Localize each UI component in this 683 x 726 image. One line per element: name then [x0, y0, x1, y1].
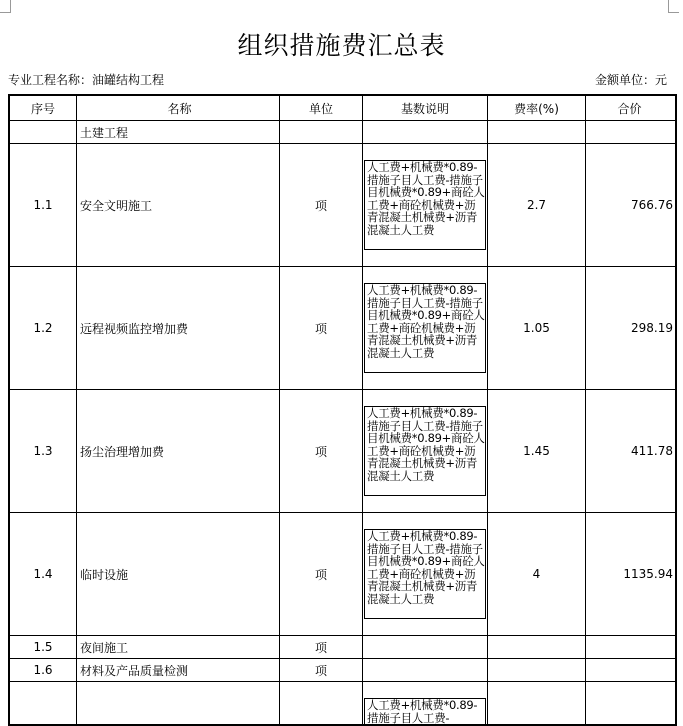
cell-unit: 项	[280, 144, 363, 267]
cell-number: 1.2	[9, 267, 77, 390]
cell-total	[586, 659, 677, 682]
cell-rate	[488, 636, 586, 659]
cell-rate: 1.45	[488, 390, 586, 513]
table-row	[9, 390, 676, 513]
cell-rate: 2.7	[488, 144, 586, 267]
cell-rate	[488, 682, 586, 726]
table-row	[9, 513, 676, 636]
table-header-row	[9, 95, 676, 121]
cell-unit: 项	[280, 390, 363, 513]
cell-basis	[363, 659, 488, 682]
cell-total	[586, 636, 677, 659]
cell-name: 扬尘治理增加费	[77, 390, 280, 513]
table-row	[9, 144, 676, 267]
cell-rate: 1.05	[488, 267, 586, 390]
basis-text: 人工费+机械费*0.89-措施子目人工费-措施子目机械费*0.89+商砼人工费+商砼机械费+沥青混凝土机械费+沥青混凝土人工费	[364, 406, 486, 496]
cell-name: 远程视频监控增加费	[77, 267, 280, 390]
col-header-name: 名称	[77, 95, 280, 121]
cell-total: 766.76	[586, 144, 677, 267]
cell-number: 1.4	[9, 513, 77, 636]
cell-basis	[363, 682, 488, 726]
cell-basis	[363, 121, 488, 144]
col-header-rate: 费率(%)	[488, 95, 586, 121]
cell-total: 298.19	[586, 267, 677, 390]
cell-basis	[363, 513, 488, 636]
cell-name: 材料及产品质量检测	[77, 659, 280, 682]
cell-name	[77, 682, 280, 726]
table-row	[9, 682, 676, 726]
cell-unit: 项	[280, 659, 363, 682]
basis-text: 人工费+机械费*0.89-措施子目人工费-措施子目机械费*0.89+商砼人工费+商砼机械费+沥青混凝土机械费+沥青混凝土人工费	[364, 283, 486, 373]
col-header-basis: 基数说明	[363, 95, 488, 121]
page-title: 组织措施费汇总表	[237, 31, 446, 60]
cell-unit	[280, 121, 363, 144]
col-header-number: 序号	[9, 95, 77, 121]
cell-unit: 项	[280, 267, 363, 390]
cell-number	[9, 682, 77, 726]
basis-text: 人工费+机械费*0.89-措施子目人工费-措施子目机械费*0.89+商砼人工费+商砼机械费+沥青混凝土机械费+沥青混凝土人工费	[364, 529, 486, 619]
cell-total	[586, 682, 677, 726]
cell-basis	[363, 144, 488, 267]
cell-number: 1.3	[9, 390, 77, 513]
cell-basis	[363, 267, 488, 390]
summary-table	[8, 94, 677, 726]
table-row	[9, 636, 676, 659]
cell-total: 411.78	[586, 390, 677, 513]
cell-unit	[280, 682, 363, 726]
cell-rate	[488, 121, 586, 144]
amount-unit-label: 金额单位：元	[594, 73, 667, 87]
col-header-total: 合价	[586, 95, 677, 121]
basis-text: 人工费+机械费*0.89-措施子目人工费-措施子目机械费*0.89+商砼人工费+商砼机械费+沥青混凝土机械费+沥青混凝土人工费	[364, 160, 486, 250]
basis-text: 人工费+机械费*0.89-措施子目人工费-	[364, 698, 486, 724]
cell-total	[586, 121, 677, 144]
table-row	[9, 121, 676, 144]
cell-name: 土建工程	[77, 121, 280, 144]
col-header-unit: 单位	[280, 95, 363, 121]
cell-name: 安全文明施工	[77, 144, 280, 267]
table-row	[9, 659, 676, 682]
cell-number: 1.5	[9, 636, 77, 659]
cell-unit: 项	[280, 513, 363, 636]
cell-name: 夜间施工	[77, 636, 280, 659]
page-corner-mark-left	[0, 0, 11, 13]
cell-basis	[363, 636, 488, 659]
cell-number: 1.6	[9, 659, 77, 682]
cell-rate	[488, 659, 586, 682]
cell-total: 1135.94	[586, 513, 677, 636]
cell-rate: 4	[488, 513, 586, 636]
project-name-label: 专业工程名称：油罐结构工程	[8, 73, 165, 87]
cell-number	[9, 121, 77, 144]
cell-basis	[363, 390, 488, 513]
table-row	[9, 267, 676, 390]
cell-name: 临时设施	[77, 513, 280, 636]
cell-unit: 项	[280, 636, 363, 659]
cell-number: 1.1	[9, 144, 77, 267]
page-corner-mark-right	[668, 0, 679, 13]
